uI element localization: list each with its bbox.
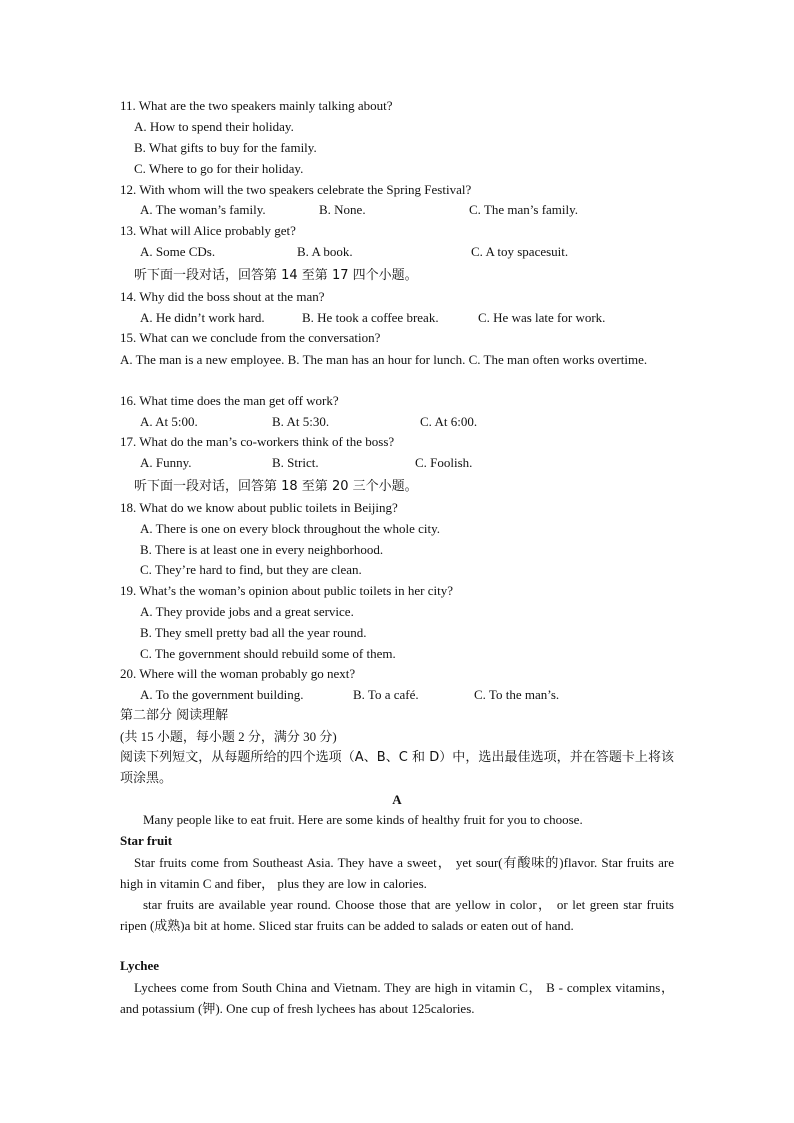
question-12-option-c: C. The man’s family. xyxy=(469,202,579,217)
question-16-option-a: A. At 5:00. xyxy=(140,414,198,429)
question-11-option-a: A. How to spend their holiday. xyxy=(134,119,294,134)
question-12-stem: 12. With whom will the two speakers celebrate the Spring Festival? xyxy=(120,182,472,197)
star-fruit-paragraph-1: Star fruits come from Southeast Asia. They have a sweet， yet sour(有酸味的)flavor. Star fruits are high in vitamin C and fiber， plus they are low in calories. xyxy=(120,855,674,891)
star-fruit-heading: Star fruit xyxy=(120,833,173,848)
question-16-option-c: C. At 6:00. xyxy=(420,414,478,429)
question-14-option-b: B. He took a coffee break. xyxy=(302,310,439,325)
star-fruit-paragraph-2: star fruits are available year round. Choose those that are yellow in color， or let green star fruits ripen (成熟)a bit at home. Sliced star fruits can be added to salads or eaten out of hand. xyxy=(120,897,674,933)
question-11-stem: 11. What are the two speakers mainly talking about? xyxy=(120,98,393,113)
question-17-option-a: A. Funny. xyxy=(140,455,192,470)
question-13-stem: 13. What will Alice probably get? xyxy=(120,223,296,238)
question-20-option-b: B. To a café. xyxy=(353,687,419,702)
question-14-stem: 14. Why did the boss shout at the man? xyxy=(120,289,325,304)
part2-score: (共 15 小题，每小题 2 分，满分 30 分) xyxy=(120,729,337,744)
lychee-heading: Lychee xyxy=(120,958,159,973)
question-17-stem: 17. What do the man’s co-workers think of the boss? xyxy=(120,434,395,449)
question-12-option-a: A. The woman’s family. xyxy=(140,202,266,217)
question-18-option-c: C. They’re hard to find, but they are clean. xyxy=(140,562,362,577)
question-15-stem: 15. What can we conclude from the conversation? xyxy=(120,330,381,345)
question-14-option-c: C. He was late for work. xyxy=(478,310,606,325)
question-11-option-b: B. What gifts to buy for the family. xyxy=(134,140,317,155)
question-12-option-b: B. None. xyxy=(319,202,366,217)
question-19-option-c: C. The government should rebuild some of them. xyxy=(140,646,396,661)
listening-instruction-14-17: 听下面一段对话，回答第 14 至第 17 四个小题。 xyxy=(134,268,418,283)
question-13-option-a: A. Some CDs. xyxy=(140,244,216,259)
question-13-option-b: B. A book. xyxy=(297,244,353,259)
question-20-option-a: A. To the government building. xyxy=(140,687,304,702)
question-16-option-b: B. At 5:30. xyxy=(272,414,330,429)
question-17-option-b: B. Strict. xyxy=(272,455,319,470)
question-19-stem: 19. What’s the woman’s opinion about public toilets in her city? xyxy=(120,583,454,598)
listening-instruction-18-20: 听下面一段对话，回答第 18 至第 20 三个小题。 xyxy=(134,479,418,494)
question-18-option-b: B. There is at least one in every neighborhood. xyxy=(140,542,384,557)
question-17-option-c: C. Foolish. xyxy=(415,455,473,470)
question-13-option-c: C. A toy spacesuit. xyxy=(471,244,569,259)
passage-label: A xyxy=(392,792,402,807)
question-18-stem: 18. What do we know about public toilets in Beijing? xyxy=(120,500,398,515)
question-18-option-a: A. There is one on every block throughout the whole city. xyxy=(140,521,441,536)
part2-title: 第二部分 阅读理解 xyxy=(120,708,229,723)
question-14-option-a: A. He didn’t work hard. xyxy=(140,310,265,325)
part2-instruction: 阅读下列短文，从每题所给的四个选项（A、B、C 和 D）中，选出最佳选项，并在答题卡上将该项涂黑。 xyxy=(120,750,674,786)
question-20-stem: 20. Where will the woman probably go next? xyxy=(120,666,356,681)
question-19-option-b: B. They smell pretty bad all the year round. xyxy=(140,625,367,640)
question-11-option-c: C. Where to go for their holiday. xyxy=(134,161,304,176)
passage-intro: Many people like to eat fruit. Here are some kinds of healthy fruit for you to choose. xyxy=(143,812,583,827)
question-16-stem: 16. What time does the man get off work? xyxy=(120,393,339,408)
question-19-option-a: A. They provide jobs and a great service. xyxy=(140,604,354,619)
question-20-option-c: C. To the man’s. xyxy=(474,687,560,702)
question-15-options: A. The man is a new employee. B. The man has an hour for lunch. C. The man often works overtime. xyxy=(120,352,648,367)
lychee-paragraph-1: Lychees come from South China and Vietnam. They are high in vitamin C， B - complex vitamins， and potassium (钾). One cup of fresh lychees has about 125calories. xyxy=(120,980,674,1016)
